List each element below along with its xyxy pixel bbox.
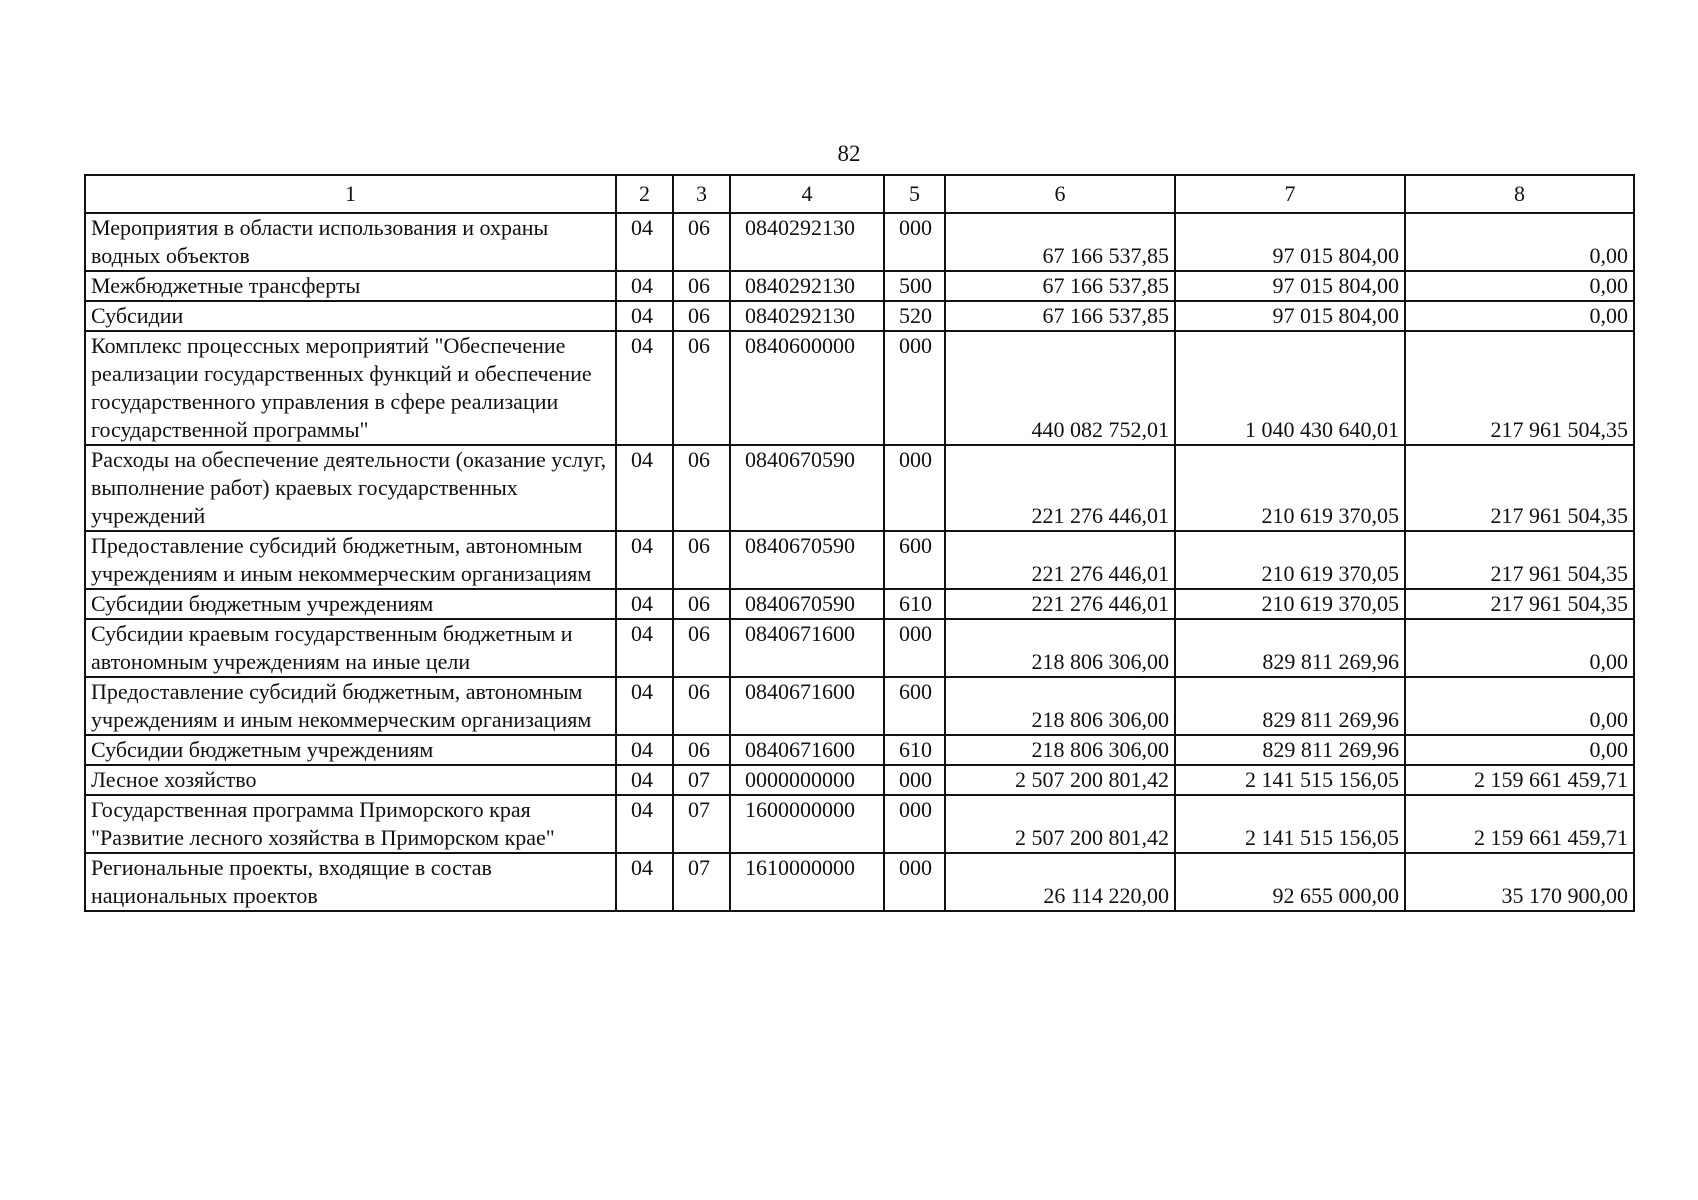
header-cell: 6	[945, 175, 1175, 213]
cell-amount-8: 35 170 900,00	[1405, 853, 1634, 911]
table-row	[85, 735, 1634, 765]
cell-subsection: 07	[673, 795, 730, 853]
cell-target-code: 0000000000	[730, 765, 884, 795]
row-name: Предоставление субсидий бюджетным, автономным учреждениям и иным некоммерческим организациям	[85, 677, 616, 735]
cell-amount-8: 0,00	[1405, 619, 1634, 677]
row-name: Расходы на обеспечение деятельности (оказание услуг, выполнение работ) краевых государственных учреждений	[85, 445, 616, 531]
cell-section: 04	[616, 331, 673, 445]
cell-subsection: 06	[673, 735, 730, 765]
cell-amount-8: 2 159 661 459,71	[1405, 795, 1634, 853]
cell-amount-7: 92 655 000,00	[1175, 853, 1405, 911]
cell-amount-6: 67 166 537,85	[945, 271, 1175, 301]
cell-section: 04	[616, 677, 673, 735]
cell-expense-type: 000	[884, 445, 945, 531]
cell-expense-type: 000	[884, 853, 945, 911]
cell-target-code: 0840671600	[730, 735, 884, 765]
cell-subsection: 07	[673, 853, 730, 911]
cell-expense-type: 500	[884, 271, 945, 301]
cell-expense-type: 000	[884, 619, 945, 677]
row-name: Межбюджетные трансферты	[85, 271, 616, 301]
header-cell: 5	[884, 175, 945, 213]
cell-amount-6: 67 166 537,85	[945, 213, 1175, 271]
cell-amount-6: 2 507 200 801,42	[945, 765, 1175, 795]
cell-amount-8: 217 961 504,35	[1405, 589, 1634, 619]
row-name: Субсидии краевым государственным бюджетным и автономным учреждениям на иные цели	[85, 619, 616, 677]
row-name: Комплекс процессных мероприятий "Обеспечение реализации государственных функций и обеспечение государственного управления в сфере реализации государственной программы"	[85, 331, 616, 445]
cell-amount-8: 0,00	[1405, 271, 1634, 301]
page-number: 82	[837, 141, 861, 166]
cell-target-code: 0840600000	[730, 331, 884, 445]
cell-amount-7: 829 811 269,96	[1175, 677, 1405, 735]
table-row	[85, 853, 1634, 911]
cell-expense-type: 000	[884, 795, 945, 853]
budget-table	[84, 174, 1635, 912]
cell-amount-6: 221 276 446,01	[945, 589, 1175, 619]
cell-section: 04	[616, 765, 673, 795]
cell-subsection: 06	[673, 331, 730, 445]
table-row	[85, 589, 1634, 619]
cell-section: 04	[616, 531, 673, 589]
cell-expense-type: 000	[884, 331, 945, 445]
table-row	[85, 619, 1634, 677]
cell-amount-6: 221 276 446,01	[945, 531, 1175, 589]
cell-amount-7: 210 619 370,05	[1175, 589, 1405, 619]
cell-section: 04	[616, 271, 673, 301]
cell-amount-7: 829 811 269,96	[1175, 619, 1405, 677]
cell-amount-6: 218 806 306,00	[945, 677, 1175, 735]
cell-expense-type: 600	[884, 531, 945, 589]
cell-amount-8: 0,00	[1405, 735, 1634, 765]
cell-amount-7: 97 015 804,00	[1175, 301, 1405, 331]
cell-section: 04	[616, 735, 673, 765]
cell-section: 04	[616, 589, 673, 619]
cell-subsection: 06	[673, 271, 730, 301]
cell-amount-6: 440 082 752,01	[945, 331, 1175, 445]
cell-amount-7: 829 811 269,96	[1175, 735, 1405, 765]
cell-subsection: 06	[673, 677, 730, 735]
cell-expense-type: 610	[884, 735, 945, 765]
cell-amount-8: 0,00	[1405, 301, 1634, 331]
row-name: Субсидии бюджетным учреждениям	[85, 589, 616, 619]
cell-section: 04	[616, 213, 673, 271]
cell-amount-8: 217 961 504,35	[1405, 331, 1634, 445]
cell-amount-7: 210 619 370,05	[1175, 445, 1405, 531]
cell-expense-type: 600	[884, 677, 945, 735]
header-cell: 3	[673, 175, 730, 213]
row-name: Субсидии	[85, 301, 616, 331]
cell-amount-7: 2 141 515 156,05	[1175, 765, 1405, 795]
cell-section: 04	[616, 301, 673, 331]
cell-target-code: 1600000000	[730, 795, 884, 853]
cell-target-code: 0840671600	[730, 677, 884, 735]
cell-amount-8: 2 159 661 459,71	[1405, 765, 1634, 795]
cell-amount-6: 67 166 537,85	[945, 301, 1175, 331]
table-row	[85, 213, 1634, 271]
cell-subsection: 06	[673, 619, 730, 677]
cell-section: 04	[616, 619, 673, 677]
cell-amount-6: 218 806 306,00	[945, 735, 1175, 765]
cell-amount-8: 0,00	[1405, 677, 1634, 735]
cell-amount-8: 217 961 504,35	[1405, 531, 1634, 589]
cell-amount-7: 1 040 430 640,01	[1175, 331, 1405, 445]
cell-expense-type: 520	[884, 301, 945, 331]
cell-amount-8: 217 961 504,35	[1405, 445, 1634, 531]
header-row	[85, 175, 1634, 213]
row-name: Предоставление субсидий бюджетным, автономным учреждениям и иным некоммерческим организациям	[85, 531, 616, 589]
row-name: Мероприятия в области использования и охраны водных объектов	[85, 213, 616, 271]
cell-subsection: 07	[673, 765, 730, 795]
cell-amount-7: 210 619 370,05	[1175, 531, 1405, 589]
cell-target-code: 0840670590	[730, 445, 884, 531]
header-cell: 2	[616, 175, 673, 213]
cell-subsection: 06	[673, 301, 730, 331]
header-cell: 1	[85, 175, 616, 213]
cell-target-code: 0840670590	[730, 589, 884, 619]
cell-subsection: 06	[673, 213, 730, 271]
table-row	[85, 301, 1634, 331]
cell-target-code: 0840671600	[730, 619, 884, 677]
table-row	[85, 531, 1634, 589]
cell-target-code: 0840670590	[730, 531, 884, 589]
table-row	[85, 331, 1634, 445]
cell-expense-type: 000	[884, 765, 945, 795]
header-cell: 4	[730, 175, 884, 213]
cell-subsection: 06	[673, 445, 730, 531]
cell-amount-7: 2 141 515 156,05	[1175, 795, 1405, 853]
cell-amount-6: 218 806 306,00	[945, 619, 1175, 677]
row-name: Субсидии бюджетным учреждениям	[85, 735, 616, 765]
cell-subsection: 06	[673, 531, 730, 589]
table-row	[85, 445, 1634, 531]
cell-expense-type: 610	[884, 589, 945, 619]
cell-expense-type: 000	[884, 213, 945, 271]
table-row	[85, 677, 1634, 735]
cell-amount-6: 221 276 446,01	[945, 445, 1175, 531]
table-row	[85, 271, 1634, 301]
cell-target-code: 0840292130	[730, 271, 884, 301]
table-row	[85, 795, 1634, 853]
cell-amount-6: 2 507 200 801,42	[945, 795, 1175, 853]
cell-target-code: 0840292130	[730, 301, 884, 331]
cell-target-code: 1610000000	[730, 853, 884, 911]
cell-amount-7: 97 015 804,00	[1175, 271, 1405, 301]
cell-amount-7: 97 015 804,00	[1175, 213, 1405, 271]
cell-amount-8: 0,00	[1405, 213, 1634, 271]
row-name: Государственная программа Приморского края "Развитие лесного хозяйства в Приморском крае"	[85, 795, 616, 853]
cell-subsection: 06	[673, 589, 730, 619]
table-row	[85, 765, 1634, 795]
cell-section: 04	[616, 853, 673, 911]
table-body	[85, 213, 1634, 911]
cell-section: 04	[616, 445, 673, 531]
cell-target-code: 0840292130	[730, 213, 884, 271]
header-cell: 7	[1175, 175, 1405, 213]
cell-section: 04	[616, 795, 673, 853]
row-name: Региональные проекты, входящие в состав национальных проектов	[85, 853, 616, 911]
header-cell: 8	[1405, 175, 1634, 213]
row-name: Лесное хозяйство	[85, 765, 616, 795]
cell-amount-6: 26 114 220,00	[945, 853, 1175, 911]
